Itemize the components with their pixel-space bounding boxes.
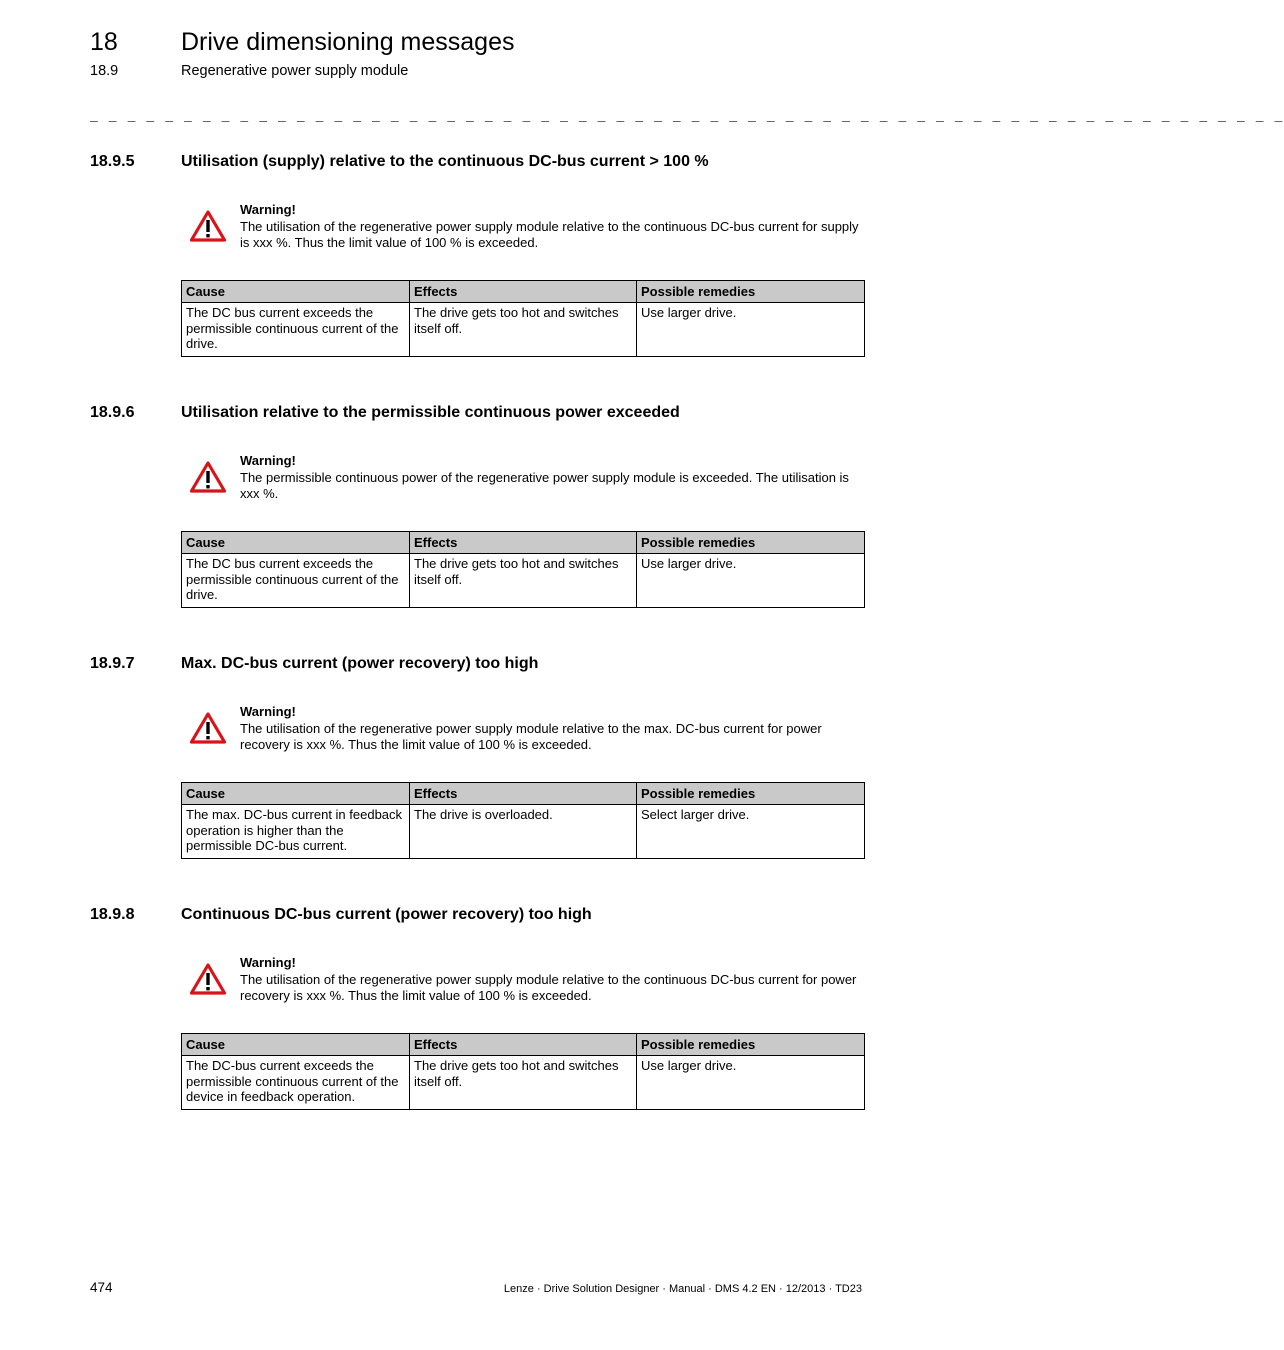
column-header-remedies: Possible remedies <box>637 281 865 303</box>
chapter-title: Drive dimensioning messages <box>181 28 515 56</box>
column-header-effects: Effects <box>410 281 637 303</box>
remedies-cell: Use larger drive. <box>637 303 865 357</box>
table-header-row <box>182 783 865 805</box>
column-header-cause: Cause <box>182 532 410 554</box>
effects-cell: The drive gets too hot and switches itself off. <box>410 554 637 608</box>
table-header-row <box>182 281 865 303</box>
column-header-cause: Cause <box>182 783 410 805</box>
effects-cell: The drive gets too hot and switches itself off. <box>410 1056 637 1110</box>
column-header-remedies: Possible remedies <box>637 783 865 805</box>
table-row <box>182 1056 865 1110</box>
warning-text: The utilisation of the regenerative power supply module relative to the continuous DC-bus current for power recovery is xxx %. Thus the limit value of 100 % is exceeded. <box>240 972 857 1003</box>
section-title: Regenerative power supply module <box>181 63 409 79</box>
section-number: 18.9 <box>90 63 119 79</box>
cause-cell: The DC bus current exceeds the permissible continuous current of the drive. <box>182 303 410 357</box>
table-row <box>182 805 865 859</box>
warning-text: The permissible continuous power of the regenerative power supply module is exceeded. The utilisation is xxx %. <box>240 470 849 501</box>
subsection-number: 18.9.6 <box>90 404 135 421</box>
cause-cell: The max. DC-bus current in feedback operation is higher than the permissible DC-bus current. <box>182 805 410 859</box>
table-row <box>182 303 865 357</box>
warning-label: Warning! <box>240 202 296 217</box>
warning-triangle-icon <box>189 209 227 243</box>
subsection-number: 18.9.8 <box>90 906 135 923</box>
table-header-row <box>182 532 865 554</box>
column-header-remedies: Possible remedies <box>637 532 865 554</box>
subsection-number: 18.9.7 <box>90 655 135 672</box>
warning-label: Warning! <box>240 704 296 719</box>
remedies-cell: Use larger drive. <box>637 1056 865 1110</box>
column-header-effects: Effects <box>410 532 637 554</box>
error-table <box>181 531 865 608</box>
table-header-row <box>182 1034 865 1056</box>
warning-label: Warning! <box>240 955 296 970</box>
warning-triangle-icon <box>189 962 227 996</box>
warning-triangle-icon <box>189 460 227 494</box>
error-table <box>181 280 865 357</box>
subsection-title: Utilisation (supply) relative to the continuous DC-bus current > 100 % <box>181 153 709 170</box>
remedies-cell: Select larger drive. <box>637 805 865 859</box>
footer-meta: Lenze · Drive Solution Designer · Manual · DMS 4.2 EN · 12/2013 · TD23 <box>503 1283 862 1295</box>
effects-cell: The drive is overloaded. <box>410 805 637 859</box>
table-row <box>182 554 865 608</box>
page-number: 474 <box>90 1280 113 1295</box>
subsection-number: 18.9.5 <box>90 153 135 170</box>
cause-cell: The DC-bus current exceeds the permissible continuous current of the device in feedback operation. <box>182 1056 410 1110</box>
column-header-cause: Cause <box>182 281 410 303</box>
warning-triangle-icon <box>189 711 227 745</box>
warning-text: The utilisation of the regenerative power supply module relative to the continuous DC-bus current for supply is xxx %. Thus the limit value of 100 % is exceeded. <box>240 219 859 250</box>
column-header-effects: Effects <box>410 783 637 805</box>
subsection-title: Continuous DC-bus current (power recovery) too high <box>181 906 592 923</box>
subsection-title: Max. DC-bus current (power recovery) too high <box>181 655 539 672</box>
effects-cell: The drive gets too hot and switches itself off. <box>410 303 637 357</box>
warning-text: The utilisation of the regenerative power supply module relative to the max. DC-bus current for power recovery is xxx %. Thus the limit value of 100 % is exceeded. <box>240 721 822 752</box>
dashed-rule: _ _ _ _ _ _ _ _ _ _ _ _ _ _ _ _ _ _ _ _ _ _ _ _ _ _ _ _ _ _ _ _ _ _ _ _ _ _ _ _ _ _ _ _ _ _ _ _ _ _ _ _ _ _ _ _ _ _ _ _ _ _ _ _ <box>90 109 1284 124</box>
chapter-number: 18 <box>90 28 118 56</box>
subsection-title: Utilisation relative to the permissible continuous power exceeded <box>181 404 680 421</box>
error-table <box>181 782 865 859</box>
column-header-cause: Cause <box>182 1034 410 1056</box>
remedies-cell: Use larger drive. <box>637 554 865 608</box>
column-header-effects: Effects <box>410 1034 637 1056</box>
error-table <box>181 1033 865 1110</box>
cause-cell: The DC bus current exceeds the permissible continuous current of the drive. <box>182 554 410 608</box>
column-header-remedies: Possible remedies <box>637 1034 865 1056</box>
warning-label: Warning! <box>240 453 296 468</box>
